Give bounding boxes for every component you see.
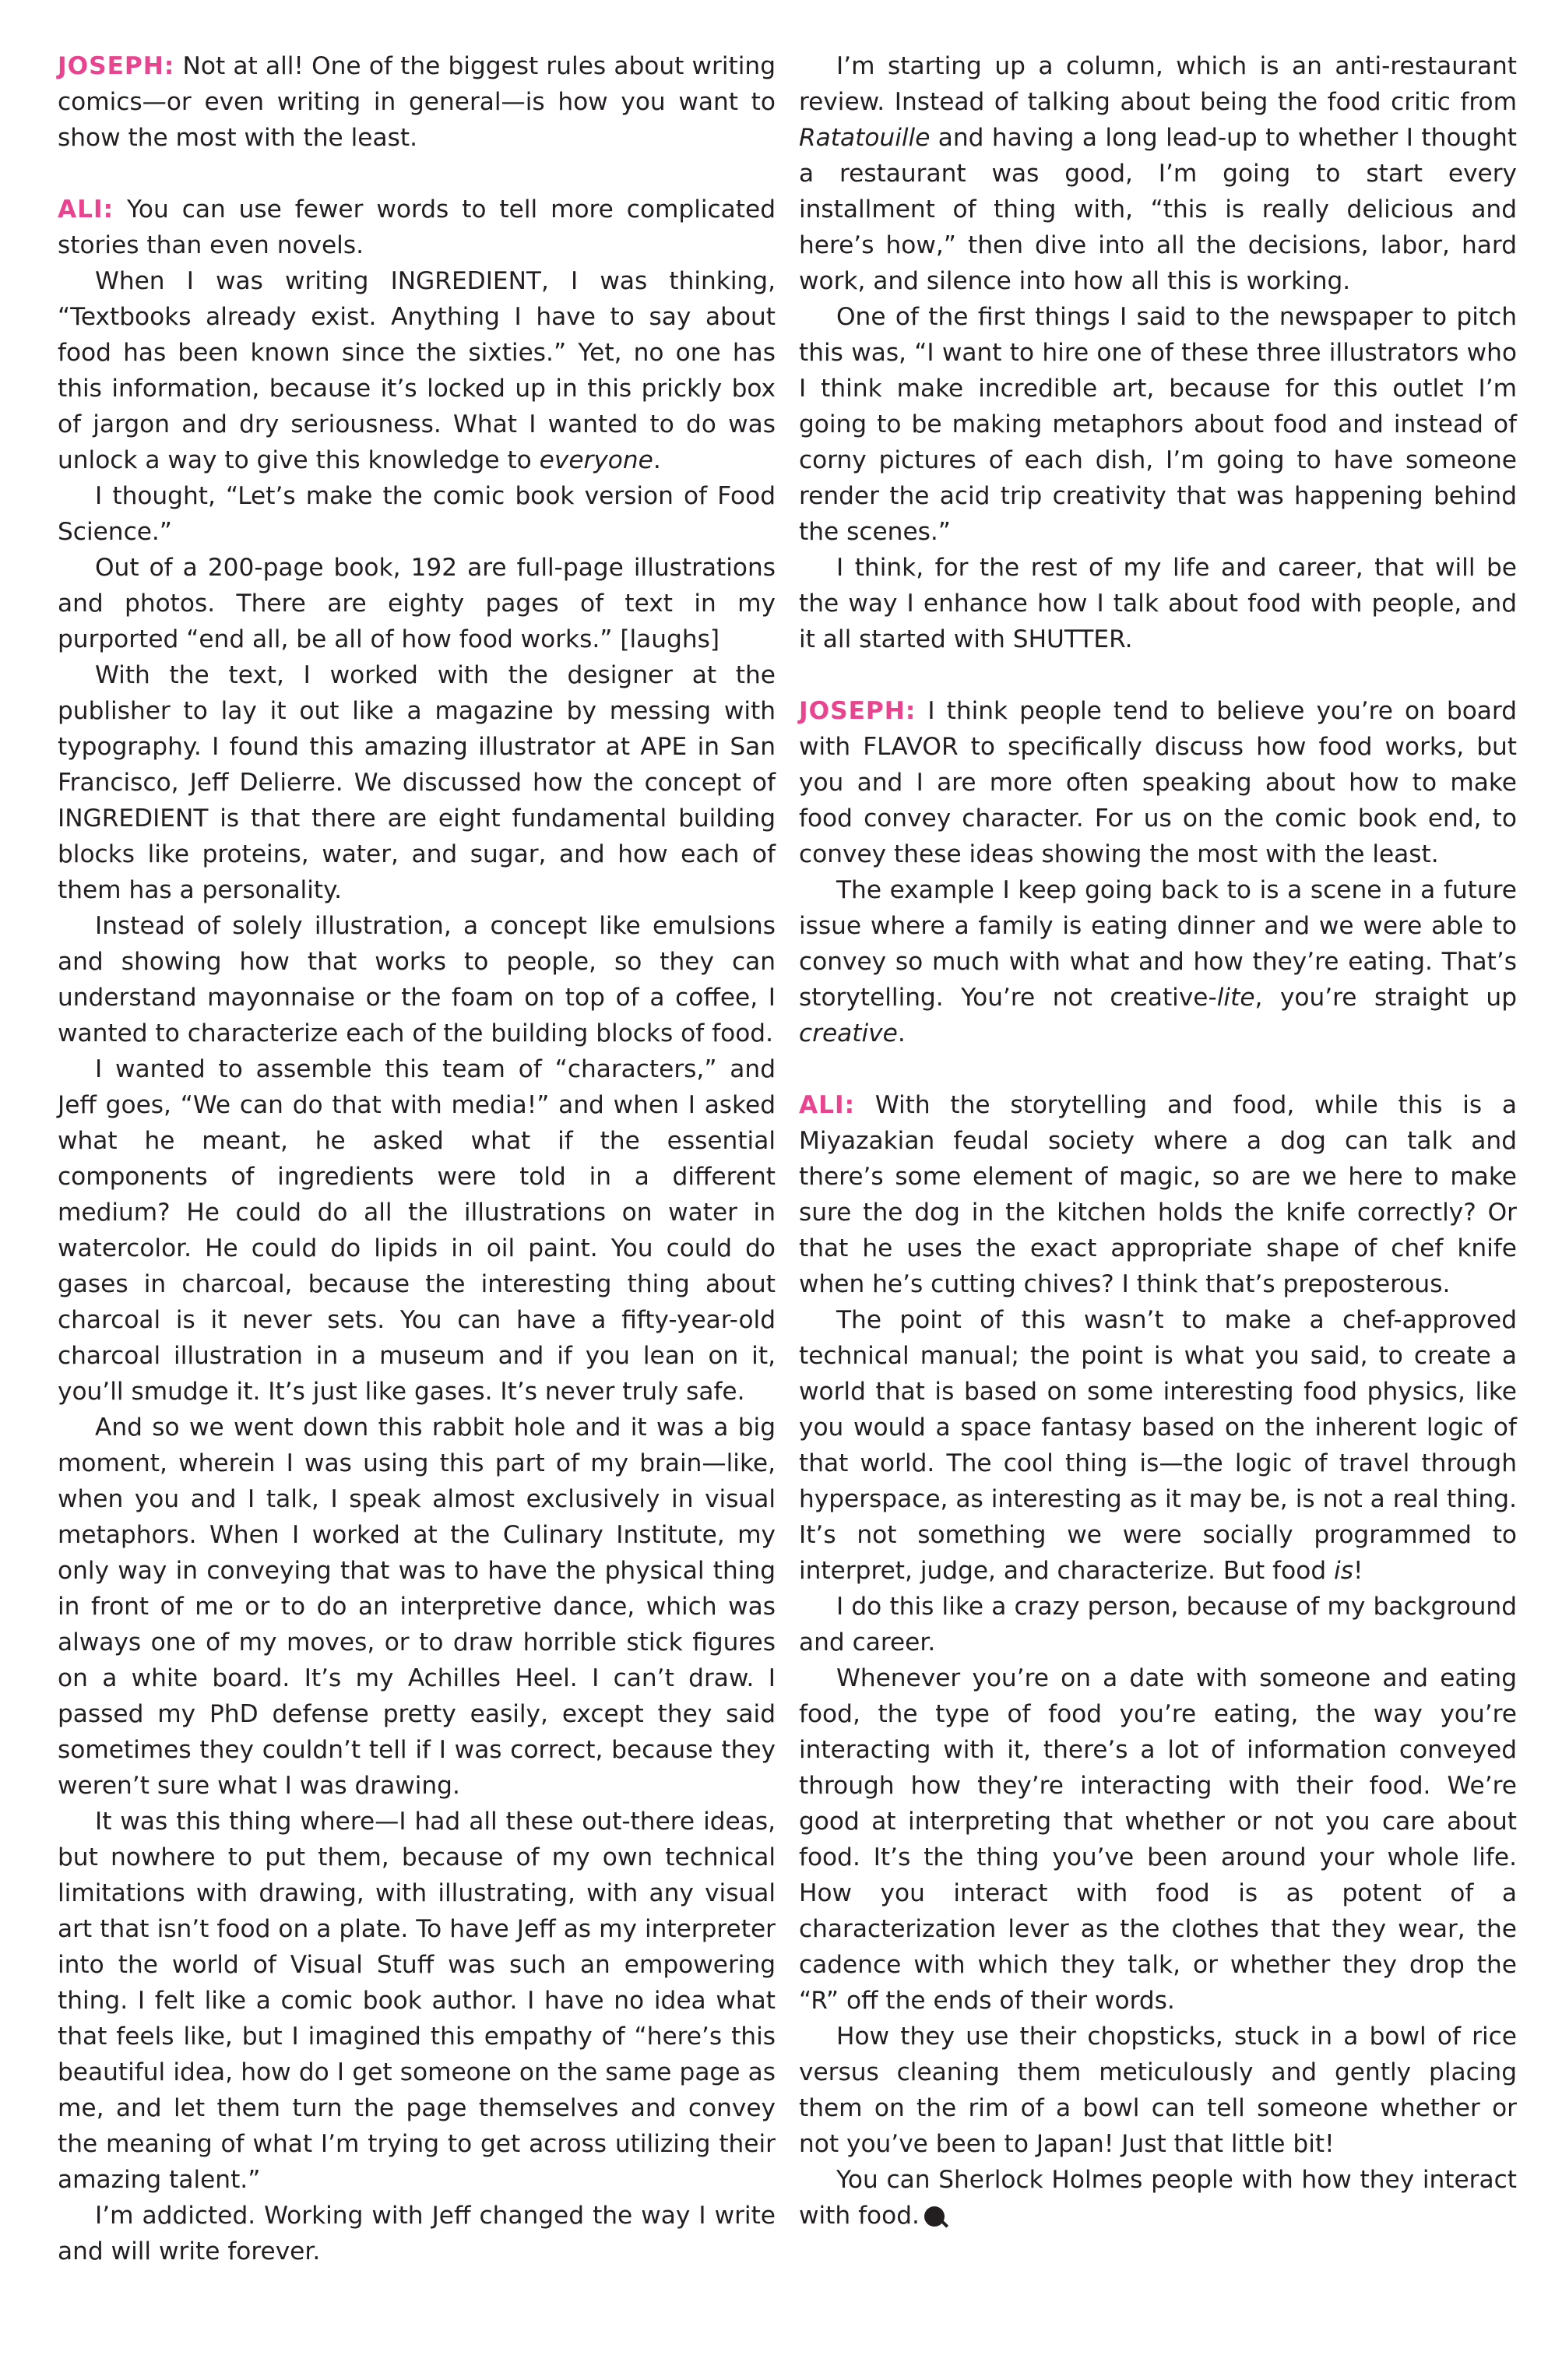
paragraph [799, 1302, 1517, 1589]
paragraph: Instead of solely illustration, a concept like emulsions and showing how that works to people, so they can understand mayonnaise or the foam on top of a coffee, I wanted to characterize each of the building blocks of food. [58, 912, 776, 1047]
paragraph: It was this thing where—I had all these out-there ideas, but nowhere to put them, because of my own technical limitations with drawing, with illustrating, with any visual art that isn’t food on a plate. To have Jeff as my interpreter into the world of Visual Stuff was such an empowering thing. I felt like a comic book author. I have no idea what that feels like, but I imagined this empathy of “here’s this beautiful idea, how do I get someone on the same page as me, and let them turn the page themselves and convey the meaning of what I’m trying to get across utilizing their amazing talent.” [58, 1808, 776, 2194]
paragraph-text: . [897, 1019, 906, 1047]
emphasis-text: everyone [539, 446, 653, 474]
paragraph [58, 192, 776, 263]
speaker-label: ALI: [799, 1091, 856, 1119]
emphasis-text: is [1334, 1557, 1353, 1585]
paragraph-text: You can Sherlock Holmes people with how they interact with food. [799, 2166, 1517, 2230]
paragraph: Out of a 200-page book, 192 are full-page illustrations and photos. There are eighty pages of text in my purported “end all, be all of how food works.” [laughs] [58, 554, 776, 653]
speaker-label: ALI: [58, 195, 114, 224]
paragraph: With the text, I worked with the designer at the publisher to lay it out like a magazine by messing with typography. I found this amazing illustrator at APE in San Francisco, Jeff Delierre. We discussed how the concept of INGREDIENT is that there are eight fundamental building blocks like proteins, water, and sugar, and how each of them has a personality. [58, 661, 776, 904]
paragraph-text: Not at all! One of the biggest rules about writing comics—or even writing in general—is how you want to show the most with the least. [58, 52, 776, 152]
speaker-label: JOSEPH: [58, 52, 175, 80]
paragraph [58, 48, 776, 156]
paragraph: I thought, “Let’s make the comic book version of Food Science.” [58, 482, 776, 546]
paragraph-text: The example I keep going back to is a scene in a future issue where a family is eating dinner and we were able to convey so much with what and how they’re eating. That’s storytelling. You’re not creative- [799, 876, 1517, 1012]
paragraph: How they use their chopsticks, stuck in a bowl of rice versus cleaning them meticulously and gently placing them on the rim of a bowl can tell someone whether or not you’ve been to Japan! Just that little bit! [799, 2023, 1517, 2158]
paragraph [799, 1087, 1517, 1302]
paragraph: I’m addicted. Working with Jeff changed the way I write and will write forever. [58, 2202, 776, 2266]
paragraph-text: . [653, 446, 661, 474]
paragraph-text: ! [1353, 1557, 1363, 1585]
paragraph-text: With the storytelling and food, while this is a Miyazakian feudal society where a dog can talk and there’s some element of magic, so are we here to make sure the dog in the kitchen holds the knife correctly? Or that he uses the exact appropriate shape of chef knife when he’s cutting chives? I think that’s preposterous. [799, 1091, 1517, 1298]
paragraph-text: When I was writing INGREDIENT, I was thinking, “Textbooks already exist. Anything I have to say about food has been known since the sixties.” Yet, no one has this information, because it’s locked up in this prickly box of jargon and dry seriousness. What I wanted to do was unlock a way to give this knowledge to [58, 267, 776, 474]
paragraph [799, 48, 1517, 299]
left-column [58, 48, 776, 2269]
paragraph: I think, for the rest of my life and career, that will be the way I enhance how I talk about food with people, and it all started with SHUTTER. [799, 554, 1517, 653]
emphasis-text: creative [799, 1019, 898, 1047]
paragraph: One of the first things I said to the newspaper to pitch this was, “I want to hire one of these three illustrators who I think make incredible art, because for this outlet I’m going to be making metaphors about food and instead of corny pictures of each dish, I’m going to have someone render the acid trip creativity that was happening behind the scenes.” [799, 303, 1517, 546]
emphasis-text: Ratatouille [799, 124, 931, 152]
paragraph-text: and having a long lead-up to whether I thought a restaurant was good, I’m going to start every installment of thing with, “this is really delicious and here’s how,” then dive into all the decisions, labor, hard work, and silence into how all this is working. [799, 124, 1517, 295]
paragraph: Whenever you’re on a date with someone and eating food, the type of food you’re eating, the way you’re interacting with it, there’s a lot of information conveyed through how they’re interacting with their food. We’re good at interpreting that whether or not you care about food. It’s the thing you’ve been around your whole life. How you interact with food is as potent of a characterization lever as the clothes that they wear, the cadence with which they talk, or whether they drop the “R” off the ends of their words. [799, 1664, 1517, 2015]
magnifying-glass-icon [924, 2206, 945, 2227]
emphasis-text: lite [1216, 984, 1255, 1012]
right-column [799, 48, 1517, 2234]
speaker-label: JOSEPH: [799, 697, 916, 725]
paragraph [799, 872, 1517, 1051]
paragraph [799, 693, 1517, 872]
paragraph: And so we went down this rabbit hole and it was a big moment, wherein I was using this part of my brain—like, when you and I talk, I speak almost exclusively in visual metaphors. When I worked at the Culinary Institute, my only way in conveying that was to have the physical thing in front of me or to do an interpretive dance, which was always one of my moves, or to draw horrible stick figures on a white board. It’s my Achilles Heel. I can’t draw. I passed my PhD defense pretty easily, except they said sometimes they couldn’t tell if I was correct, because they weren’t sure what I was drawing. [58, 1414, 776, 1800]
paragraph: I do this like a crazy person, because of my background and career. [799, 1593, 1517, 1656]
paragraph-text: I’m starting up a column, which is an anti-restaurant review. Instead of talking about being the food critic from [799, 52, 1517, 116]
paragraph: I wanted to assemble this team of “characters,” and Jeff goes, “We can do that with media!” and when I asked what he meant, he asked what if the essential components of ingredients were told in a different medium? He could do all the illustrations on water in watercolor. He could do lipids in oil paint. You could do gases in charcoal, because the interesting thing about charcoal is it never sets. You can have a fifty-year-old charcoal illustration in a museum and if you lean on it, you’ll smudge it. It’s just like gases. It’s never truly safe. [58, 1055, 776, 1406]
paragraph-text: , you’re straight up [1254, 984, 1517, 1012]
paragraph [58, 263, 776, 478]
paragraph-text: The point of this wasn’t to make a chef-approved technical manual; the point is what you said, to create a world that is based on some interesting food physics, like you would a space fantasy based on the inherent logic of that world. The cool thing is—the logic of travel through hyperspace, as interesting as it may be, is not a real thing. It’s not something we were socially programmed to interpret, judge, and characterize. But food [799, 1306, 1517, 1585]
paragraph [799, 2162, 1517, 2234]
paragraph-text: You can use fewer words to tell more complicated stories than even novels. [58, 195, 776, 259]
paragraph-text: I think people tend to believe you’re on board with FLAVOR to specifically discuss how food works, but you and I are more often speaking about how to make food convey character. For us on the comic book end, to convey these ideas showing the most with the least. [799, 697, 1517, 868]
